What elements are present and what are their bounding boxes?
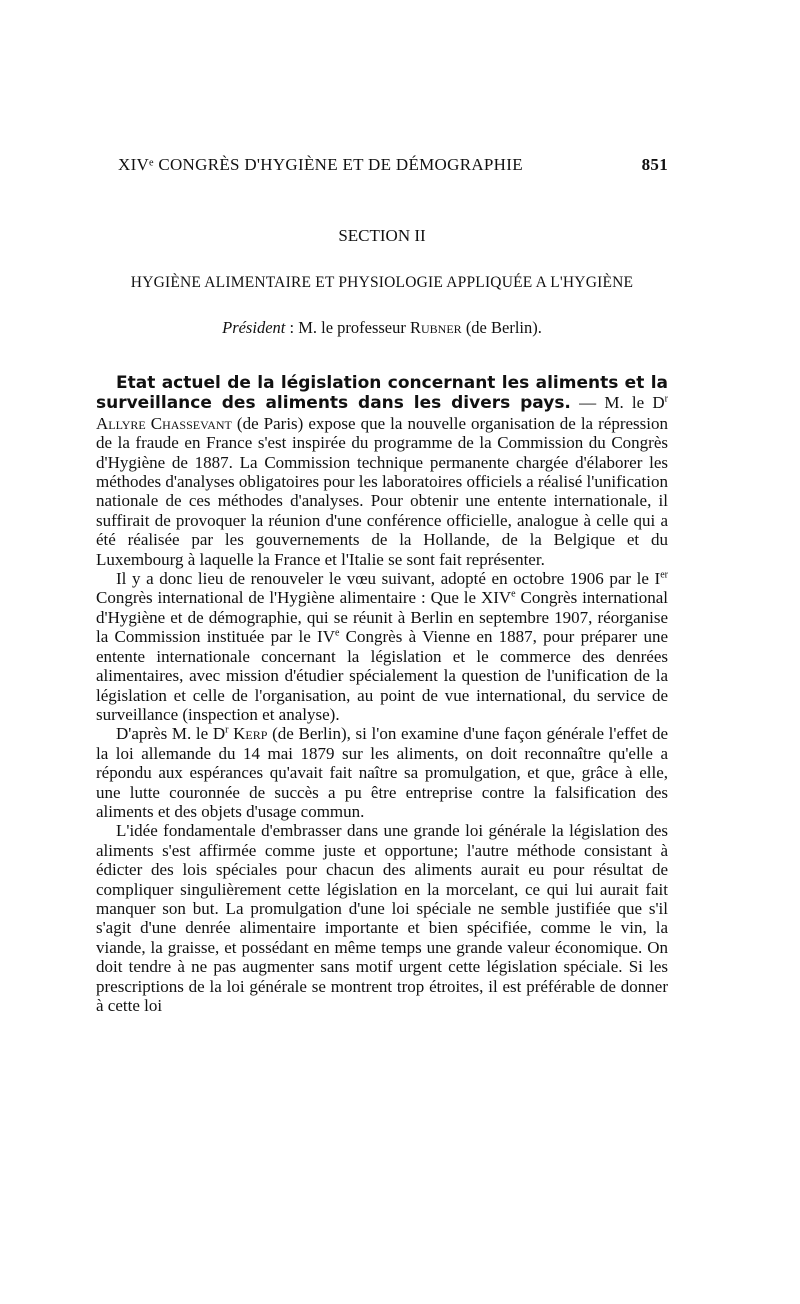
- page: [96, 0, 668, 1304]
- dr-superscript: r: [664, 393, 668, 405]
- paragraph-4: L'idée fondamentale d'embrasser dans une grande loi générale la législation des aliments s'est affirmée comme juste et opportune; l'autre méthode consistant à édicter des lois spéciales pour chacun des aliments aurait eu pour résultat de compliquer singulièrement cette législation en la morcelant, ce qui lui aurait fait manquer son but. La promulgation d'une loi spéciale ne semble justifiée que s'il s'agit d'une denrée alimentaire importante et bien spécifiée, comme le vin, la viande, la graisse, et possédant en même temps une grande valeur économique. On doit tendre à ne pas augmenter sans motif urgent cette législation spéciale. Si les prescriptions de la loi générale se montrent trop étroites, il est préférable de donner à cette loi: [96, 821, 668, 1015]
- paragraph-3-name: Kerp: [233, 724, 268, 744]
- paragraph-2-sup-3: e: [334, 627, 340, 639]
- section-subtitle: HYGIÈNE ALIMENTAIRE ET PHYSIOLOGIE APPLIQUÉE A L'HYGIÈNE: [130, 274, 634, 291]
- paragraph-3-sup: r: [225, 724, 229, 736]
- president-name: Rubner: [410, 318, 462, 337]
- paragraph-1: [96, 373, 668, 569]
- paragraph-3-b: (de Berlin), si l'on examine d'une façon générale l'effet de la loi allemande du 14 mai 1879 sur les aliments, on doit reconnaître qu'elle a répondu aux espérances qu'avait fait naître sa promulgation, et que, grâce à elle, une lutte couronnée de succès a pu être entreprise contre la falsification des aliments et des objets d'usage commun.: [96, 724, 669, 821]
- author-name: Allyre Chassevant: [96, 413, 232, 433]
- president-line: [96, 318, 668, 338]
- article-title: Etat actuel de la législation concernant les aliments et la surveillance des aliments dans les divers pays.: [96, 373, 668, 414]
- running-head-title: XIVᵉ CONGRÈS D'HYGIÈNE ET DE DÉMOGRAPHIE: [118, 155, 523, 174]
- president-label: Président: [222, 318, 286, 337]
- page-number: 851: [641, 155, 668, 174]
- paragraph-2-sup-2: e: [511, 588, 516, 600]
- president-pre: : M. le professeur: [285, 318, 410, 337]
- paragraph-2-sup-1: er: [660, 569, 668, 581]
- paragraph-3-a: D'après M. le D: [116, 724, 226, 744]
- title-dash: — M. le D: [570, 393, 665, 413]
- paragraph-3: [96, 724, 668, 821]
- paragraph-2-d: Congrès à Vienne en 1887, pour préparer une entente internationale concernant la législation et le commerce des denrées alimentaires, avec mission d'étudier spécialement la question de l'unification de la législation et celle de l'organisation, au point de vue international, du service de surveillance (inspection et analyse).: [96, 627, 668, 724]
- paragraph-2: [96, 569, 668, 724]
- paragraph-1-text: (de Paris) expose que la nouvelle organisation de la répression de la fraude en France s'est inspirée du programme de la Commission du Congrès d'Hygiène de 1887. La Commission technique permanente chargée d'élaborer les méthodes d'analyses obligatoires pour les laboratoires officiels a réalisé l'unification nationale de ces méthodes d'analyses. Pour obtenir une entente internationale, il suffirait de provoquer la réunion d'une conférence officielle, analogue à celle qui a été réalisée par les gouvernements de la Hollande, de la Belgique et du Luxembourg à laquelle la France et l'Italie se sont fait représenter.: [96, 413, 668, 569]
- paragraph-2-a: Il y a donc lieu de renouveler le vœu suivant, adopté en octobre 1906 par le I: [116, 569, 661, 589]
- president-post: (de Berlin).: [461, 318, 542, 337]
- paragraph-2-c: Congrès international d'Hygiène et de démographie, qui se réunit à Berlin en septembre 1907, réorganise la Commission instituée par le IV: [96, 588, 668, 647]
- paragraph-2-b: Congrès international de l'Hygiène alimentaire : Que le XIV: [96, 588, 512, 608]
- article-body: [96, 373, 668, 1015]
- section-heading: SECTION II: [338, 226, 426, 245]
